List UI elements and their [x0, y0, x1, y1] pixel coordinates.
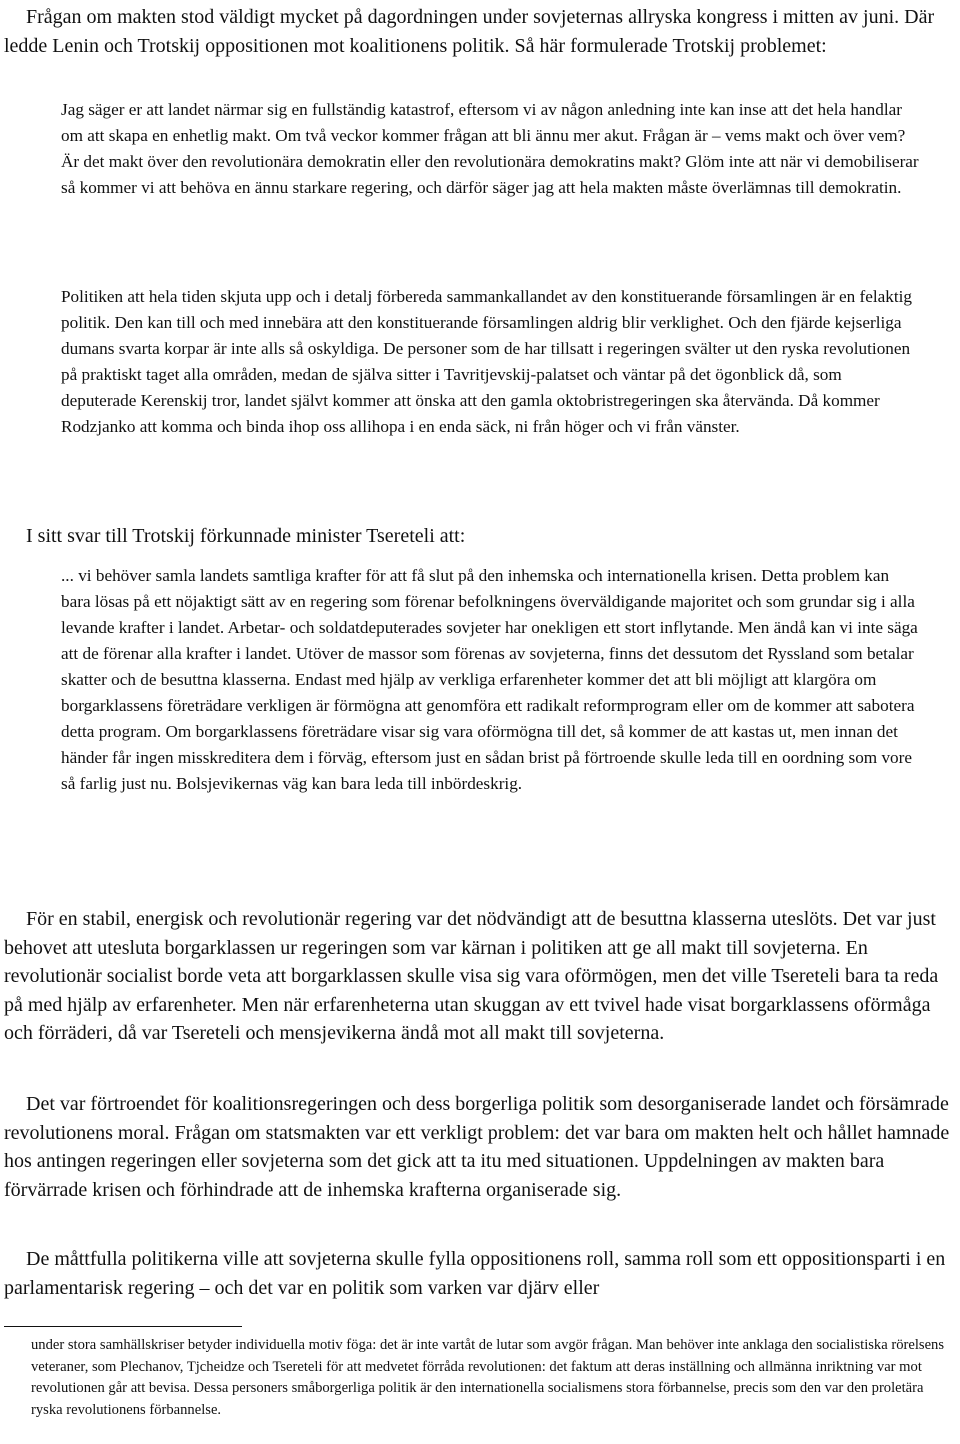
tsereteli-intro: I sitt svar till Trotskij förkunnade minister Tsereteli att:	[26, 525, 466, 547]
paragraph-stable-government: För en stabil, energisk och revolutionär regering var det nödvändigt att de besuttna klasserna uteslöts. Det var just behovet att utesluta borgarklassen ur regeringen som var kärnan i politiken att ge all makt till sovjeterna. En revolutionär socialist borde veta att borgarklassen skulle visa sig vara oförmögen, men det ville Tsereteli bara ta reda på med hjälp av erfarenheter. Men när erfarenheterna utan skuggan av ett tvivel hade visat borgarklassens oförmåga och förräderi, då var Tsereteli och mensjevikerna ändå mot all makt till sovjeterna.	[4, 908, 939, 1044]
trotsky-quote-paragraph-2: Politiken att hela tiden skjuta upp och i detalj förbereda sammankallandet av den konstituerande församlingen är en felaktig politik. Den kan till och med innebära att den konstituerande församlingen aldrig blir verklighet. Och den fjärde kejserliga dumans svarta korpar är inte alls så oskyldiga. De personer som de har tillsatt i regeringen svälter ut den ryska revolutionen på praktiskt taget alla områden, medan de själva sitter i Tavritjevskij-palatset och väntar på det ögonblick då, som deputerade Kerenskij tror, landet självt kommer att önska att den gamla oktobristregeringen ska återvända. Då kommer Rodzjanko att komma och binda ihop oss allihopa i en enda säck, ni från höger och vi från vänster.	[61, 287, 912, 436]
footnote-divider	[4, 1326, 242, 1327]
trotsky-quote-paragraph-1: Jag säger er att landet närmar sig en fullständig katastrof, eftersom vi av någon anledning inte kan inse att det hela handlar om att skapa en enhetlig makt. Om två veckor kommer frågan att bli ännu mer akut. Frågan är – vems makt och över vem? Är det makt över den revolutionära demokratin eller den revolutionära demokratins makt? Glöm inte att när vi demobiliserar så kommer vi att behöva en ännu starkare regering, och därför säger jag att hela makten måste överlämnas till demokratin.	[61, 100, 919, 197]
paragraph-intro: Frågan om makten stod väldigt mycket på dagordningen under sovjeternas allryska kongress i mitten av juni. Där ledde Lenin och Trotskij oppositionen mot koalitionens politik. Så här formulerade Trotskij problemet:	[4, 6, 935, 57]
paragraph-moderate-politicians: De måttfulla politikerna ville att sovjeterna skulle fylla oppositionens roll, samma roll som ett oppositionsparti i en parlamentarisk regering – och det var en politik som varken var djärv eller	[4, 1248, 946, 1299]
tsereteli-quote: ... vi behöver samla landets samtliga krafter för att få slut på den inhemska och internationella krisen. Detta problem kan bara lösas på ett nöjaktigt sätt av en regering som förenar befolkningens överväldigande majoritet och som grundar sig i alla levande krafter i landet. Arbetar- och soldatdeputerades sovjeter har onekligen ett stort inflytande. Men ändå kan vi inte säga att de förenar alla krafter i landet. Utöver de massor som förenas av sovjeterna, finns det dessutom det Ryssland som betalar skatter och de besuttna klasserna. Endast med hjälp av verkliga erfarenheter kommer det att bli möjligt att klargöra om borgarklassens företrädare verkligen är förmögna att genomföra ett radikalt reformprogram eller om de kommer att sabotera detta program. Om borgarklassens företrädare visar sig vara oförmögna till det, så kommer de att kastas ut, men innan det händer får ingen misskreditera dem i förväg, eftersom just en sådan brist på förtroende skulle leda till en oordning som vore så farlig just nu. Bolsjevikernas väg kan bara leda till inbördeskrig.	[61, 566, 918, 793]
footnote: under stora samhällskriser betyder individuella motiv föga: det är inte vartåt de lutar som avgör frågan. Man behöver inte anklaga den socialistiska rörelsens veteraner, som Plechanov, Tjcheidze och Tsereteli för att medvetet förråda revolutionen: det faktum att deras inställning och allmänna inriktning var mot revolutionen går att bevisa. Dessa personers småborgerliga politik är den internationella socialismens stora förbannelse, precis som den var den proletära ryska revolutionens förbannelse.	[31, 1337, 945, 1418]
paragraph-coalition-trust: Det var förtroendet för koalitionsregeringen och dess borgerliga politik som desorganiserade landet och försämrade revolutionens moral. Frågan om statsmakten var ett verkligt problem: det var bara om makten helt och hållet hamnade hos antingen regeringen eller sovjeterna som det gick att ta itu med situationen. Uppdelningen av makten bara förvärrade krisen och förhindrade att de inhemska krafterna organiserade sig.	[4, 1093, 950, 1201]
